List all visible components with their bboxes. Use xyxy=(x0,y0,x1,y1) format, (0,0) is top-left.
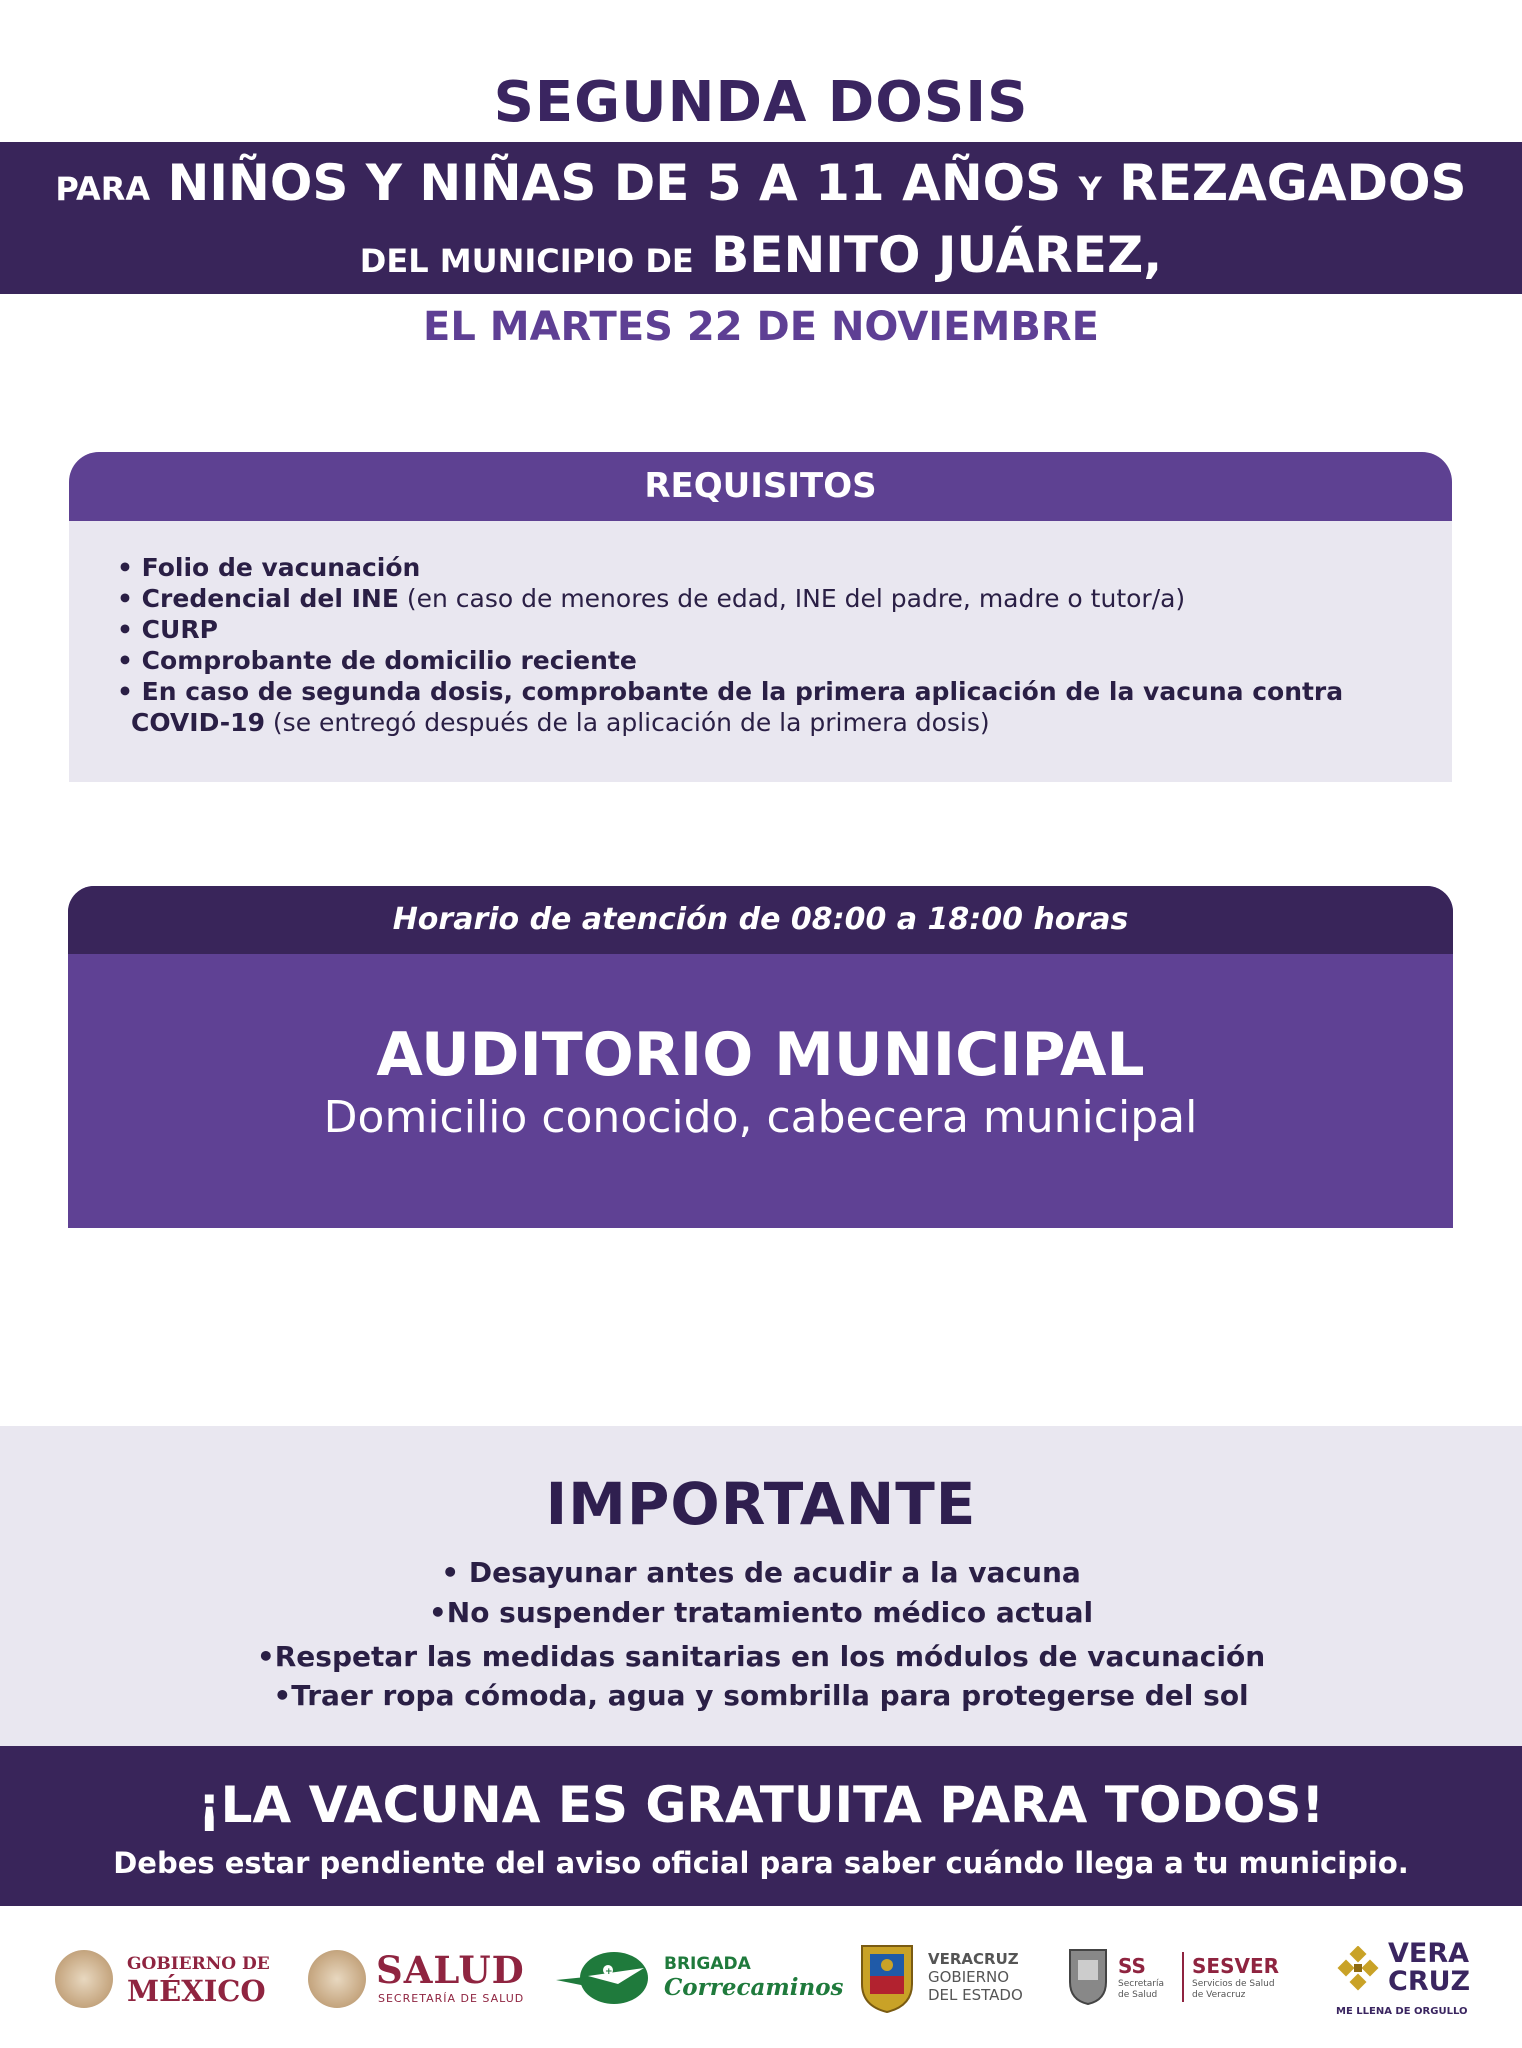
logos-strip xyxy=(0,1906,1522,2048)
requirements-list xyxy=(117,552,1417,738)
important-title: IMPORTANTE xyxy=(545,1470,977,1538)
veracruz-shield-icon xyxy=(858,1940,916,2014)
requirement-item: • Comprobante de domicilio reciente xyxy=(117,646,637,675)
requirements-heading: REQUISITOS xyxy=(69,452,1452,521)
requirement-item: • En caso de segunda dosis, comprobante de la primera aplicación de la vacuna contra xyxy=(117,677,1344,706)
requirement-item-continuation: COVID-19 (se entregó después de la aplicación de la primera dosis) xyxy=(131,708,990,737)
gobierno-mexico-logo: GOBIERNO DE MÉXICO xyxy=(55,1906,275,2048)
page-title: SEGUNDA DOSIS xyxy=(493,70,1029,135)
important-item: •Traer ropa cómoda, agua y sombrilla para protegerse del sol xyxy=(273,1679,1249,1712)
audience-group: NIÑOS Y NIÑAS DE 5 A 11 AÑOS xyxy=(167,154,1062,212)
roadrunner-icon xyxy=(556,1946,656,2010)
ss-shield-icon xyxy=(1066,1946,1110,2006)
requirement-item: • Folio de vacunación xyxy=(117,553,421,582)
national-seal-icon xyxy=(308,1950,366,2008)
venue-name: AUDITORIO MUNICIPAL xyxy=(376,1020,1145,1090)
veracruz-brand-logo: VERA CRUZ ME LLENA DE ORGULLO xyxy=(1336,1938,1471,2017)
municipality-line xyxy=(0,226,1522,284)
venue-address: Domicilio conocido, cabecera municipal xyxy=(323,1092,1198,1143)
audience-rezagados: REZAGADOS xyxy=(1119,154,1467,212)
national-seal-icon xyxy=(55,1950,113,2008)
important-item: • Desayunar antes de acudir a la vacuna xyxy=(441,1556,1081,1589)
header-banner xyxy=(0,142,1522,294)
audience-conjunction: Y xyxy=(1078,170,1102,208)
salud-logo: SALUD SECRETARÍA DE SALUD xyxy=(308,1906,538,2048)
svg-text:+: + xyxy=(605,1967,613,1977)
veracruz-gobierno-logo: VERACRUZ GOBIERNO DEL ESTADO xyxy=(858,1906,1038,2048)
event-date: EL MARTES 22 DE NOVIEMBRE xyxy=(423,304,1099,350)
ss-sesver-logo: SS Secretaría de Salud SESVER Servicios de Salud de Veracruz xyxy=(1066,1906,1296,2048)
important-item: •Respetar las medidas sanitarias en los módulos de vacunación xyxy=(256,1640,1266,1673)
municipality-name: BENITO JUÁREZ, xyxy=(711,226,1163,284)
location-panel xyxy=(68,886,1453,1228)
audience-prefix: PARA xyxy=(55,170,151,208)
divider xyxy=(1182,1952,1184,2002)
schedule-heading: Horario de atención de 08:00 a 18:00 horas xyxy=(68,886,1453,954)
municipality-prefix: DEL MUNICIPIO DE xyxy=(359,242,694,280)
requirements-panel xyxy=(69,452,1452,782)
free-vaccine-banner xyxy=(0,1746,1522,1906)
free-vaccine-title: ¡LA VACUNA ES GRATUITA PARA TODOS! xyxy=(197,1776,1325,1834)
important-item: •No suspender tratamiento médico actual xyxy=(428,1596,1094,1629)
veracruz-pattern-icon xyxy=(1336,1946,1382,1996)
free-vaccine-subtitle: Debes estar pendiente del aviso oficial para saber cuándo llega a tu municipio. xyxy=(113,1846,1409,1880)
requirement-item: • Credencial del INE (en caso de menores de edad, INE del padre, madre o tutor/a) xyxy=(117,584,1186,613)
requirement-item: • CURP xyxy=(117,615,218,644)
important-panel xyxy=(0,1426,1522,1746)
audience-line xyxy=(0,154,1522,212)
brigada-correcaminos-logo: + BRIGADA Correcaminos xyxy=(556,1906,826,2048)
